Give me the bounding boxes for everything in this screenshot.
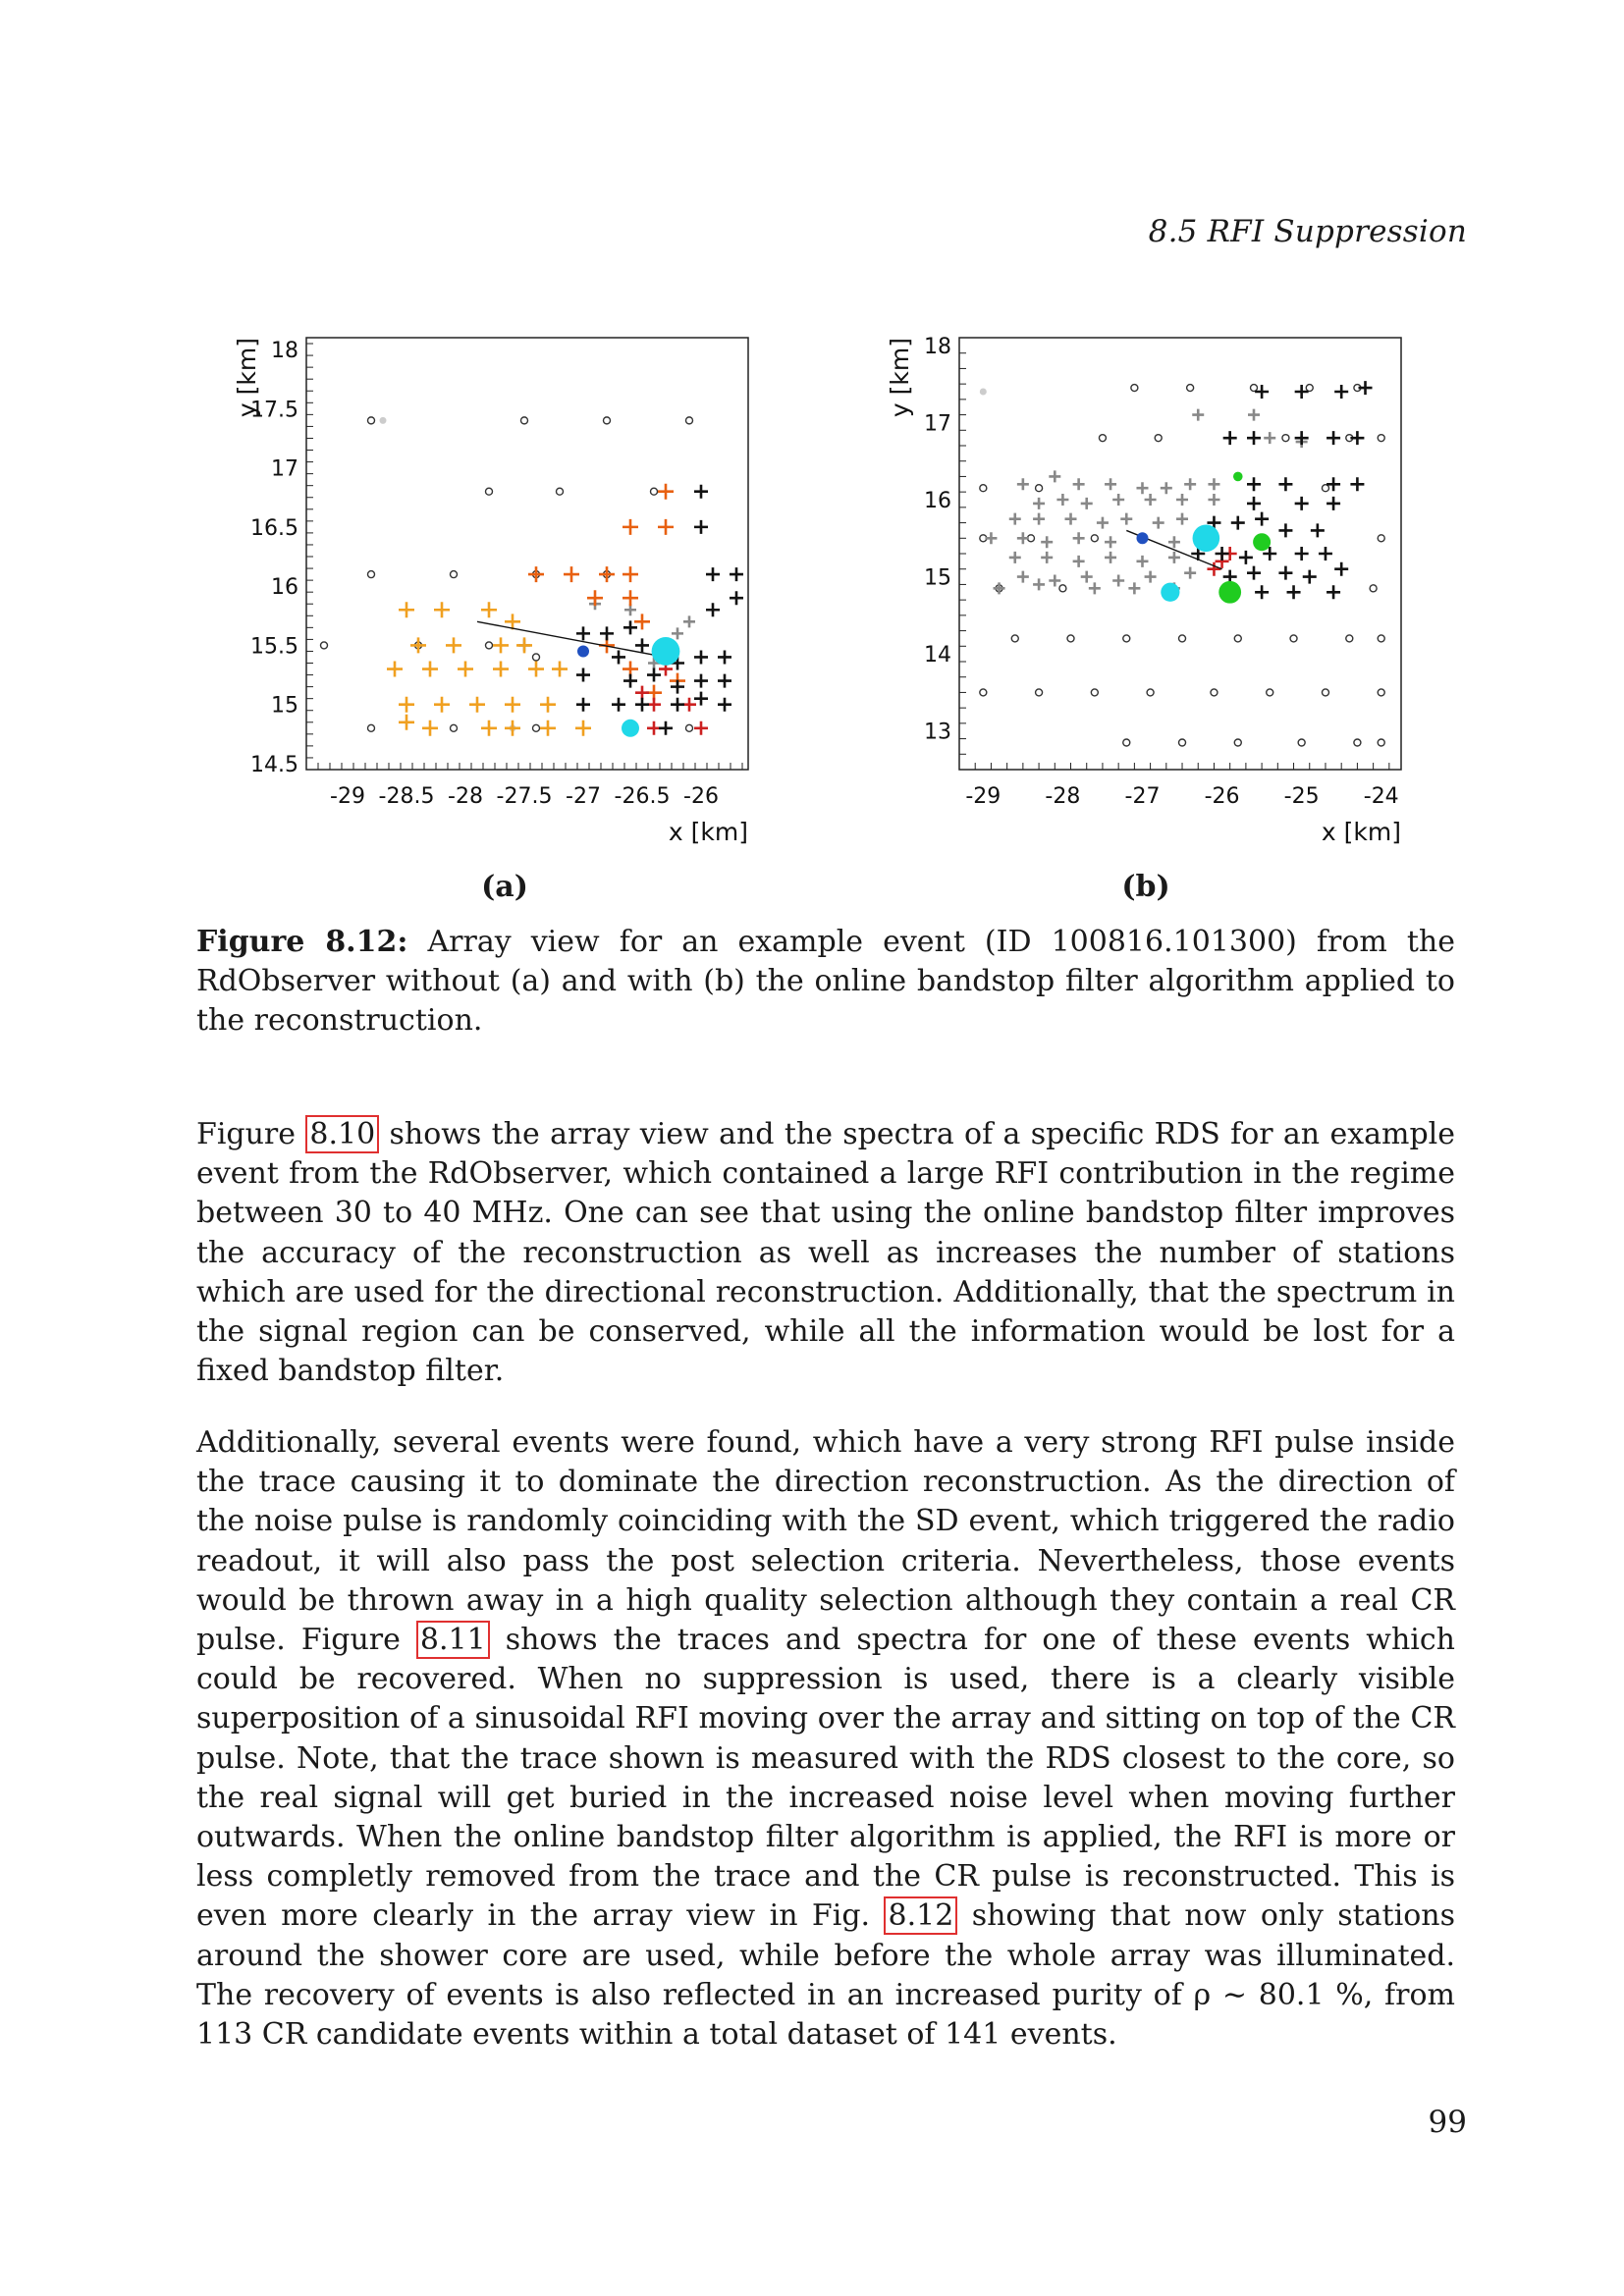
station-marker xyxy=(686,724,693,731)
station-marker xyxy=(1290,635,1297,642)
station-grey-plus xyxy=(1136,482,1148,494)
y-axis-label: y [km] xyxy=(886,338,914,418)
station-orange-plus xyxy=(434,697,450,713)
array-view-chart-a xyxy=(196,314,766,864)
station-marker xyxy=(368,417,375,424)
faint-station-marker xyxy=(980,389,987,396)
paragraph-2 xyxy=(196,1423,1455,2055)
station-marker xyxy=(1370,585,1377,592)
caption-label: Figure 8.12: xyxy=(196,925,408,959)
station-black-plus xyxy=(576,668,590,682)
station-marker xyxy=(1036,485,1043,492)
station-orange-plus xyxy=(505,721,520,736)
page-number: 99 xyxy=(1428,2105,1467,2140)
station-grey-plus xyxy=(1208,494,1219,506)
station-black-plus xyxy=(576,626,590,640)
station-black-plus xyxy=(1255,585,1269,599)
station-black-plus xyxy=(600,626,614,640)
station-black-plus xyxy=(706,567,720,581)
station-black-plus xyxy=(635,638,649,652)
station-orange-plus xyxy=(458,662,473,677)
station-marker xyxy=(1354,739,1361,746)
station-marker xyxy=(1211,689,1218,696)
station-black-plus xyxy=(1350,477,1364,491)
station-black-plus xyxy=(612,650,625,664)
station-marker xyxy=(533,724,540,731)
x-tick-label: -26 xyxy=(1204,784,1240,809)
station-dark-orange-plus xyxy=(623,566,638,582)
green-marker xyxy=(1218,581,1241,604)
station-grey-plus xyxy=(1208,478,1219,490)
station-grey-plus xyxy=(1145,494,1157,506)
station-grey-plus xyxy=(1176,494,1188,506)
station-marker xyxy=(980,485,987,492)
station-grey-plus xyxy=(1120,513,1132,525)
station-black-plus xyxy=(1326,431,1340,445)
station-dark-orange-plus xyxy=(623,590,638,606)
y-tick-label: 14 xyxy=(924,643,951,668)
station-black-plus xyxy=(694,520,708,534)
x-tick-label: -24 xyxy=(1363,784,1399,809)
y-axis-label: y [km] xyxy=(233,338,261,418)
station-grey-plus xyxy=(1081,498,1093,509)
station-black-plus xyxy=(694,692,708,706)
x-tick-label: -28 xyxy=(448,784,483,809)
shower-axis-line xyxy=(477,621,666,657)
paragraph-1 xyxy=(196,1115,1455,1391)
sub-caption-a: (a) xyxy=(481,870,528,904)
station-red-plus xyxy=(682,698,696,712)
station-marker xyxy=(1251,385,1258,392)
station-orange-plus xyxy=(528,662,544,677)
station-black-plus xyxy=(1255,512,1269,526)
station-dark-orange-plus xyxy=(658,519,674,535)
station-marker xyxy=(1234,635,1241,642)
station-orange-plus xyxy=(575,721,591,736)
station-black-plus xyxy=(1231,516,1245,530)
station-marker xyxy=(1378,535,1384,542)
station-marker xyxy=(980,689,987,696)
station-orange-plus xyxy=(552,662,568,677)
station-orange-plus xyxy=(446,637,461,653)
station-marker xyxy=(1147,689,1154,696)
green-marker xyxy=(1253,533,1271,551)
y-tick-label: 17.5 xyxy=(250,398,298,423)
station-grey-plus xyxy=(672,627,683,639)
figure-8-12 xyxy=(196,314,1453,923)
station-black-plus xyxy=(1223,431,1237,445)
station-marker xyxy=(1378,689,1384,696)
running-head: 8.5 RFI Suppression xyxy=(1148,214,1467,249)
station-marker xyxy=(1298,739,1305,746)
plot-frame xyxy=(959,338,1401,770)
station-marker xyxy=(451,571,458,578)
x-tick-label: -28.5 xyxy=(378,784,435,809)
y-tick-label: 15 xyxy=(924,565,951,591)
panel-a xyxy=(196,314,766,864)
figure-ref-8-10[interactable]: 8.10 xyxy=(305,1115,379,1153)
station-marker xyxy=(1378,635,1384,642)
figure-ref-8-11[interactable]: 8.11 xyxy=(416,1621,490,1659)
station-marker xyxy=(451,724,458,731)
station-orange-plus xyxy=(422,662,438,677)
station-grey-plus xyxy=(1033,513,1045,525)
station-black-plus xyxy=(1326,585,1340,599)
station-grey-plus xyxy=(1264,432,1275,444)
station-marker xyxy=(1123,635,1130,642)
station-dark-orange-plus xyxy=(599,566,615,582)
station-marker xyxy=(1306,385,1313,392)
y-tick-label: 18 xyxy=(924,334,951,359)
station-orange-plus xyxy=(540,697,556,713)
blue-marker xyxy=(1136,532,1148,544)
station-marker xyxy=(1267,689,1273,696)
station-black-plus xyxy=(635,698,649,712)
station-grey-plus xyxy=(1089,582,1101,594)
station-black-plus xyxy=(718,698,731,712)
cyan-marker xyxy=(652,637,680,666)
station-orange-plus xyxy=(481,721,497,736)
y-tick-label: 17 xyxy=(924,411,951,437)
station-grey-plus xyxy=(1033,498,1045,509)
station-grey-plus xyxy=(1105,552,1116,563)
station-marker xyxy=(1179,739,1186,746)
station-black-plus xyxy=(1295,547,1309,561)
caption-text: Array view for an example event (ID 100816.101300) from the RdObserver without (a) and with (b) the online bandstop filter algorithm applied to the reconstruction. xyxy=(196,925,1455,1038)
station-black-plus xyxy=(671,698,684,712)
y-tick-label: 16 xyxy=(271,575,298,601)
station-grey-plus xyxy=(1192,409,1204,421)
station-grey-plus xyxy=(994,582,1005,594)
station-black-plus xyxy=(694,485,708,499)
paragraph-2-text-c: showing that now only stations around the shower core are used, while before the whole array was illuminated. The recovery of events is also reflected in an increased purity of ρ ∼ 80.1 %, from 113 CR candidate events within a total dataset of 141 events. xyxy=(196,1898,1455,2053)
station-marker xyxy=(1282,435,1289,442)
station-dark-orange-plus xyxy=(623,519,638,535)
station-black-plus xyxy=(718,674,731,688)
x-tick-label: -26 xyxy=(683,784,719,809)
station-grey-plus xyxy=(1176,513,1188,525)
station-marker xyxy=(1099,435,1106,442)
station-black-plus xyxy=(718,650,731,664)
cyan-marker xyxy=(1193,524,1220,552)
station-black-plus xyxy=(1326,497,1340,510)
blue-marker xyxy=(577,645,589,657)
station-black-plus xyxy=(1247,566,1261,580)
station-marker xyxy=(1155,435,1162,442)
station-marker xyxy=(533,654,540,661)
station-marker xyxy=(1011,635,1018,642)
station-grey-plus xyxy=(1049,575,1060,587)
station-black-plus xyxy=(1359,381,1373,395)
station-black-plus xyxy=(1216,547,1229,561)
station-orange-plus xyxy=(434,602,450,617)
station-orange-plus xyxy=(387,662,403,677)
station-black-plus xyxy=(730,567,743,581)
station-grey-plus xyxy=(1112,575,1124,587)
x-axis-label: x [km] xyxy=(1321,818,1401,846)
station-grey-plus xyxy=(1153,517,1164,529)
station-orange-plus xyxy=(516,637,532,653)
station-black-plus xyxy=(1247,431,1261,445)
station-orange-plus xyxy=(399,697,414,713)
station-orange-plus xyxy=(422,721,438,736)
station-grey-plus xyxy=(1017,478,1029,490)
station-grey-plus xyxy=(1073,478,1085,490)
station-black-plus xyxy=(1247,497,1261,510)
station-grey-plus xyxy=(1184,478,1196,490)
station-grey-plus xyxy=(1041,552,1053,563)
station-black-plus xyxy=(576,698,590,712)
station-orange-plus xyxy=(399,715,414,730)
station-orange-plus xyxy=(469,697,485,713)
x-axis-label: x [km] xyxy=(668,818,748,846)
station-grey-plus xyxy=(1145,571,1157,583)
y-tick-label: 15.5 xyxy=(250,634,298,660)
station-grey-plus xyxy=(1128,582,1140,594)
paragraph-2-text-b: shows the traces and spectra for one of these events which could be recovered. When no suppression is used, there is a clearly visible superposition of a sinusoidal RFI moving over the array and sitting on top of the CR pulse. Note, that the trace shown is measured with the RDS closest to the core, so the real signal will get buried in the increased noise level when moving further outwards. When the online bandstop filter algorithm is applied, the RFI is more or less completly removed from the trace and the CR pulse is reconstructed. This is even more clearly in the array view in Fig. xyxy=(196,1623,1455,1934)
station-black-plus xyxy=(1278,477,1292,491)
green-marker xyxy=(1233,472,1243,482)
station-marker xyxy=(521,417,528,424)
station-marker xyxy=(1179,635,1186,642)
station-black-plus xyxy=(1278,523,1292,537)
station-marker xyxy=(1346,635,1353,642)
station-orange-plus xyxy=(399,602,414,617)
station-red-plus xyxy=(635,686,649,700)
station-grey-plus xyxy=(683,615,695,627)
station-red-plus xyxy=(694,721,708,735)
x-tick-label: -27.5 xyxy=(496,784,553,809)
station-marker xyxy=(486,488,493,495)
station-marker xyxy=(686,417,693,424)
station-orange-plus xyxy=(540,721,556,736)
station-grey-plus xyxy=(1097,517,1109,529)
y-tick-label: 14.5 xyxy=(250,752,298,777)
station-black-plus xyxy=(1303,570,1317,584)
station-grey-plus xyxy=(1184,567,1196,579)
station-grey-plus xyxy=(1168,536,1180,548)
station-orange-plus xyxy=(481,602,497,617)
y-tick-label: 16.5 xyxy=(250,515,298,541)
station-grey-plus xyxy=(1081,571,1093,583)
panel-b xyxy=(849,314,1419,864)
x-tick-label: -25 xyxy=(1283,784,1320,809)
station-marker xyxy=(557,488,564,495)
station-grey-plus xyxy=(1248,409,1260,421)
station-black-plus xyxy=(1334,385,1348,399)
station-red-plus xyxy=(647,721,661,735)
station-marker xyxy=(486,642,493,649)
station-black-plus xyxy=(1350,431,1364,445)
x-tick-label: -27 xyxy=(1124,784,1161,809)
station-marker xyxy=(1123,739,1130,746)
station-marker xyxy=(368,571,375,578)
station-marker xyxy=(1036,689,1043,696)
station-black-plus xyxy=(612,698,625,712)
station-black-plus xyxy=(1334,562,1348,576)
station-grey-plus xyxy=(1105,536,1116,548)
y-tick-label: 13 xyxy=(924,720,951,745)
station-marker xyxy=(1187,385,1194,392)
station-black-plus xyxy=(706,603,720,616)
station-grey-plus xyxy=(1017,532,1029,544)
station-black-plus xyxy=(1247,477,1261,491)
station-dark-orange-plus xyxy=(528,566,544,582)
station-grey-plus xyxy=(1112,494,1124,506)
station-grey-plus xyxy=(1009,552,1021,563)
station-black-plus xyxy=(1311,523,1325,537)
station-marker xyxy=(1091,535,1098,542)
station-marker xyxy=(1234,739,1241,746)
station-marker xyxy=(651,488,658,495)
station-marker xyxy=(1131,385,1138,392)
station-black-plus xyxy=(1319,547,1332,561)
station-black-plus xyxy=(1278,566,1292,580)
station-orange-plus xyxy=(493,662,509,677)
station-grey-plus xyxy=(1049,470,1060,482)
array-view-chart-b xyxy=(849,314,1419,864)
station-dark-orange-plus xyxy=(564,566,579,582)
station-grey-plus xyxy=(1056,494,1068,506)
station-black-plus xyxy=(659,721,673,735)
station-black-plus xyxy=(1287,585,1301,599)
station-grey-plus xyxy=(1073,556,1085,567)
station-marker xyxy=(321,642,328,649)
station-marker xyxy=(1059,585,1066,592)
x-tick-label: -29 xyxy=(330,784,365,809)
sub-caption-b: (b) xyxy=(1121,870,1170,904)
station-black-plus xyxy=(730,591,743,605)
station-marker xyxy=(604,417,611,424)
station-grey-plus xyxy=(1168,552,1180,563)
station-black-plus xyxy=(647,668,661,682)
station-marker xyxy=(1378,739,1384,746)
station-black-plus xyxy=(1295,497,1309,510)
station-grey-plus xyxy=(1041,536,1053,548)
station-grey-plus xyxy=(1065,513,1077,525)
station-grey-plus xyxy=(1017,571,1029,583)
x-tick-label: -27 xyxy=(566,784,601,809)
y-tick-label: 17 xyxy=(271,456,298,482)
figure-caption xyxy=(196,923,1455,1041)
station-black-plus xyxy=(623,674,637,688)
paragraph-1-text-a: Figure xyxy=(196,1117,306,1151)
station-marker xyxy=(1091,689,1098,696)
x-tick-label: -29 xyxy=(965,784,1001,809)
station-orange-plus xyxy=(410,637,426,653)
cyan-marker xyxy=(622,720,639,737)
station-grey-plus xyxy=(985,532,997,544)
faint-station-marker xyxy=(380,417,387,424)
y-tick-label: 18 xyxy=(271,339,298,364)
x-tick-label: -28 xyxy=(1045,784,1081,809)
figure-ref-8-12[interactable]: 8.12 xyxy=(884,1896,957,1935)
station-grey-plus xyxy=(1136,556,1148,567)
station-orange-plus xyxy=(493,637,509,653)
cyan-marker xyxy=(1161,583,1179,602)
station-marker xyxy=(1067,635,1074,642)
x-tick-label: -26.5 xyxy=(614,784,671,809)
station-marker xyxy=(1322,485,1328,492)
station-red-plus xyxy=(647,698,661,712)
station-dark-orange-plus xyxy=(658,484,674,500)
station-grey-plus xyxy=(1033,578,1045,590)
station-marker xyxy=(1378,435,1384,442)
station-grey-plus xyxy=(1009,513,1021,525)
y-tick-label: 15 xyxy=(271,693,298,719)
station-black-plus xyxy=(694,650,708,664)
paragraph-2-text-a: Additionally, several events were found, which have a very strong RFI pulse inside the trace causing it to dominate the direction reconstruction. As the direction of the noise pulse is randomly coinciding with the SD event, which triggered the radio readout, it will also pass the post selection criteria. Nevertheless, those events would be thrown away in a high quality selection although they contain a real CR pulse. Figure xyxy=(196,1425,1455,1658)
station-black-plus xyxy=(1239,551,1253,564)
y-tick-label: 16 xyxy=(924,489,951,513)
station-grey-plus xyxy=(1105,478,1116,490)
station-grey-plus xyxy=(1073,532,1085,544)
station-marker xyxy=(368,724,375,731)
station-grey-plus xyxy=(1161,482,1172,494)
station-marker xyxy=(1322,689,1328,696)
station-orange-plus xyxy=(505,697,520,713)
station-black-plus xyxy=(694,674,708,688)
paragraph-1-text-b: shows the array view and the spectra of a specific RDS for an example event from the RdObserver, which contained a large RFI contribution in the regime between 30 to 40 MHz. One can see that using the online bandstop filter improves the accuracy of the reconstruction as well as increases the number of stations which are used for the directional reconstruction. Additionally, that the spectrum in the signal region can be conserved, while all the information would be lost for a fixed bandstop filter. xyxy=(196,1117,1456,1389)
